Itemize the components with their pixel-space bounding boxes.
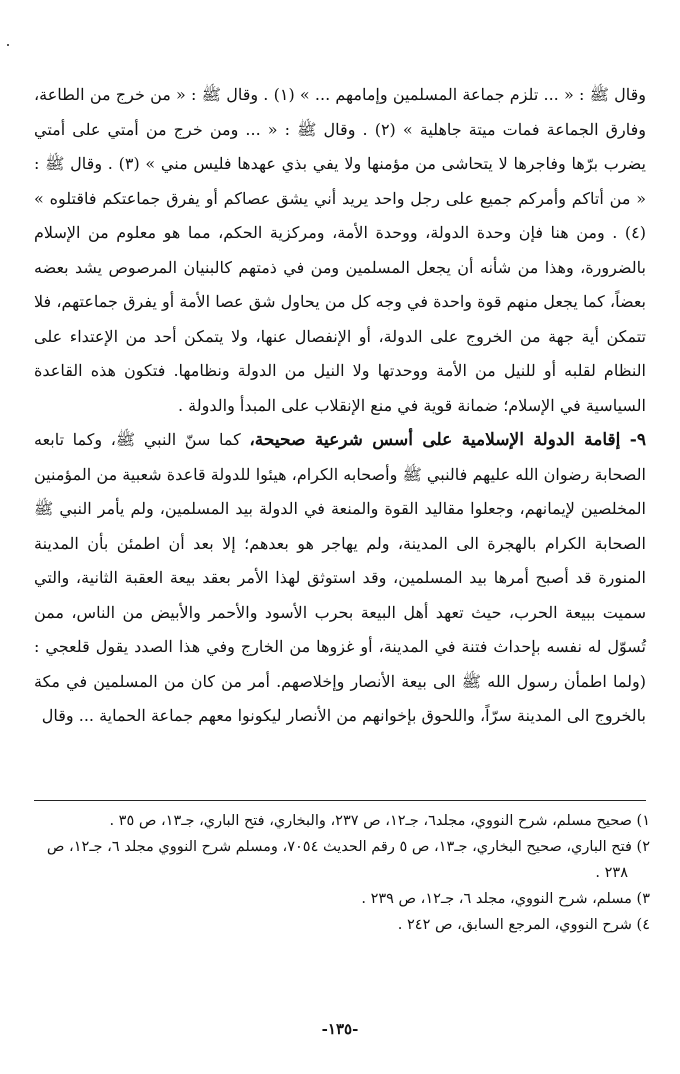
section-9-text: كما سنّ النبي ﷺ، وكما تابعه الصحابة رضوان الله عليهم فالنبي ﷺ وأصحابه الكرام، هيئوا للدولة قاعدة شعبية من المؤمنين المخلصين لإيمانهم، وجعلوا مقاليد القوة والمنعة في الدولة بيد المسلمين، ولم يأمر النبي ﷺ الصحابة الكرام بالهجرة الى المدينة، ولم يهاجر هو بعدهم؛ إلا بعد أن اطمئن بأن المدينة المنورة قد أصبح أمرها بيد المسلمين، وقد استوثق لهذا الأمر بعقد بيعة العقبة الثانية، والتي سميت ببيعة الحرب، حيث تعهد أهل البيعة بحرب الأسود والأحمر والأبيض من الناس، ممن تُسوّل له نفسه بإحداث فتنة في المدينة، أو غزوها من الخارج وفي هذا الصدد يقول قلعجي : (ولما اطمأن رسول الله ﷺ الى بيعة الأنصار وإخلاصهم. أمر من كان من المسلمين في مكة بالخروج الى المدينة سرّاً، واللحوق بإخوانهم من الأنصار ليكونوا معهم جماعة الحماية ... وقال [34, 430, 647, 725]
page-number: -١٣٥- [321, 1020, 359, 1038]
footnote-4: ٤) شرح النووي، المرجع السابق، ص ٢٤٢ . [397, 917, 650, 933]
main-text [34, 78, 646, 734]
section-heading: ٩- إقامة الدولة الإسلامية على أسس شرعية صحيحة، [249, 430, 646, 450]
margin-mark [7, 44, 9, 46]
paragraph-section-9 [34, 423, 646, 734]
footnote-1: ١) صحيح مسلم، شرح النووي، مجلد٦، جـ١٢، ص ٢٣٧، والبخاري، فتح الباري، جـ١٣، ص ٣٥ . [109, 813, 650, 829]
footnote-2: ٢) فتح الباري، صحيح البخاري، جـ١٣، ص ٥ رقم الحديث ٧٠٥٤، ومسلم شرح النووي مجلد ٦، جـ١٢، ص ٢٣٨ . [46, 839, 650, 881]
footnote-divider [34, 800, 646, 801]
footnote-3: ٣) مسلم، شرح النووي، مجلد ٦، جـ١٢، ص ٢٣٩ . [361, 891, 650, 907]
footnotes [34, 808, 650, 938]
paragraph-hadith-unity: وقال ﷺ : « ... تلزم جماعة المسلمين وإمامهم ... » (١) . وقال ﷺ : « من خرج من الطاعة، وفارق الجماعة فمات ميتة جاهلية » (٢) . وقال ﷺ : « ... ومن خرج من أمتي على أمتي يضرب برّها وفاجرها لا يتحاشى من مؤمنها ولا يفي بذي عهدها فليس مني » (٣) . وقال ﷺ : « من أتاكم وأمركم جميع على رجل واحد يريد أني يشق عصاكم أو يفرق جماعتكم فاقتلوه » (٤) . ومن هنا فإن وحدة الدولة، ووحدة الأمة، ومركزية الحكم، مما هو معلوم من الإسلام بالضرورة، وهذا من شأنه أن يجعل المسلمين ومن في ذمتهم كالبنيان المرصوص يشد بعضه بعضاً، كما يجعل منهم قوة واحدة في وجه كل من يحاول شق عصا الأمة أو يفرق جماعتهم، فلا تتمكن أية جهة من الخروج على الدولة، أو الإنفصال عنها، ولا يتمكن أحد من الإعتداء على النظام لقلبه أو للنيل من الأمة ووحدتها ولا النيل من الدولة ونظامها. فتكون هذه القاعدة السياسية في الإسلام؛ ضمانة قوية في منع الإنقلاب على المبدأ والدولة . [34, 85, 647, 415]
